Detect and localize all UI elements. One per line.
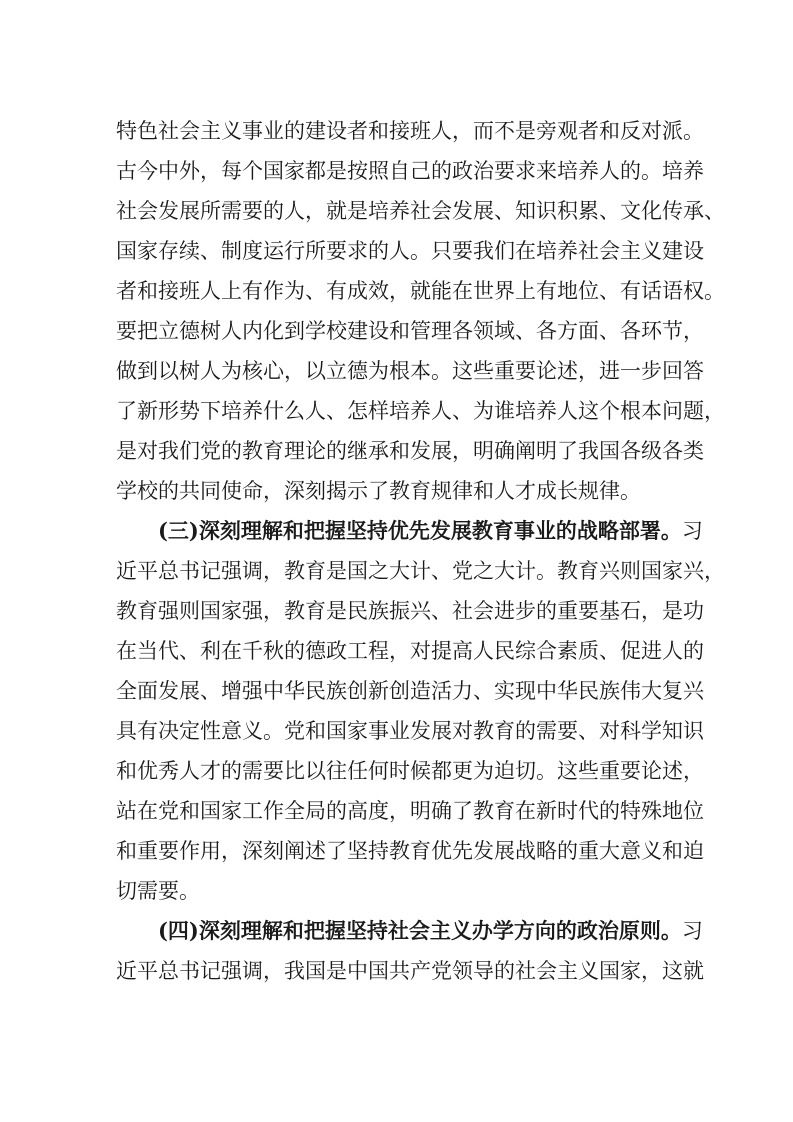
section-heading: (四)深刻理解和把握坚持社会主义办学方向的政治原则。 [158, 918, 682, 943]
text-line: 要把立德树人内化到学校建设和管理各领域、各方面、各环节， [116, 319, 704, 343]
text-line: 国家存续、制度运行所要求的人。只要我们在培养社会主义建设 [116, 239, 704, 263]
text-line: 和优秀人才的需要比以往任何时候都更为迫切。这些重要论述， [116, 759, 704, 783]
text-line: 站在党和国家工作全局的高度，明确了教育在新时代的特殊地位 [116, 799, 704, 823]
section-heading: (三)深刻理解和把握坚持优先发展教育事业的战略部署。 [158, 518, 682, 543]
text-line: 了新形势下培养什么人、怎样培养人、为谁培养人这个根本问题， [116, 399, 725, 423]
section-heading-line [116, 511, 703, 551]
text-line: 教育强则国家强，教育是民族振兴、社会进步的重要基石，是功 [116, 599, 704, 623]
text-line: 近平总书记强调，教育是国之大计、党之大计。教育兴则国家兴， [116, 559, 725, 583]
body-text [116, 111, 725, 991]
text-line: 者和接班人上有作为、有成效，就能在世界上有地位、有话语权。 [116, 279, 725, 303]
text-line: 和重要作用，深刻阐述了坚持教育优先发展战略的重大意义和迫 [116, 839, 704, 863]
text-line: 具有决定性意义。党和国家事业发展对教育的需要、对科学知识 [116, 719, 704, 743]
section-heading-line [116, 911, 703, 951]
heading-trailing-text: 习 [681, 519, 703, 543]
text-line: 做到以树人为核心，以立德为根本。这些重要论述，进一步回答 [116, 359, 704, 383]
heading-trailing-text: 习 [681, 919, 703, 943]
text-line: 古今中外，每个国家都是按照自己的政治要求来培养人的。培养 [116, 159, 704, 183]
text-line: 学校的共同使命，深刻揭示了教育规律和人才成长规律。 [116, 479, 641, 503]
text-line: 切需要。 [116, 879, 200, 903]
text-line: 在当代、利在千秋的德政工程，对提高人民综合素质、促进人的 [116, 639, 704, 663]
text-line: 是对我们党的教育理论的继承和发展，明确阐明了我国各级各类 [116, 439, 704, 463]
text-line: 社会发展所需要的人，就是培养社会发展、知识积累、文化传承、 [116, 199, 725, 223]
text-line: 特色社会主义事业的建设者和接班人，而不是旁观者和反对派。 [116, 119, 704, 143]
text-line: 近平总书记强调，我国是中国共产党领导的社会主义国家，这就 [116, 959, 704, 983]
text-line: 全面发展、增强中华民族创新创造活力、实现中华民族伟大复兴 [116, 679, 704, 703]
